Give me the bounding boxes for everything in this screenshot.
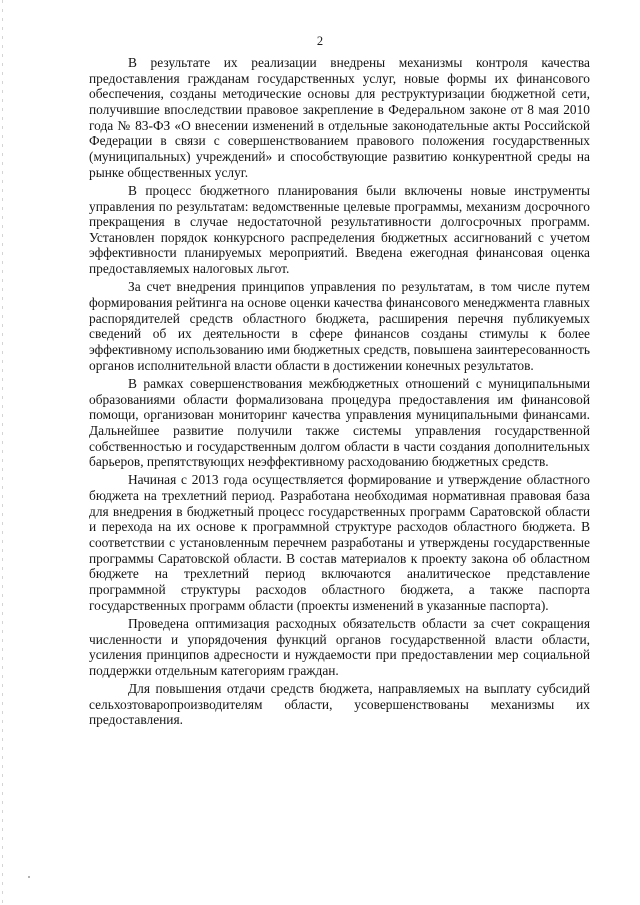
paragraph-quality-control: В результате их реализации внедрены механизмы контроля качества предоставления гражданам государственных услуг, новые формы их финансового обеспечения, созданы методические основы для реструктуризации бюджетной сети, получившие впоследствии правовое закрепление в Федеральном законе от 8 мая 2010 года № 83-ФЗ «О внесении изменений в отдельные законодательные акты Российской Федерации в связи с совершенствованием правового положения государственных (муниципальных) учреждений» и способствующие развитию конкурентной среды на рынке общественных услуг.: [89, 55, 590, 180]
paragraph-budget-planning: В процесс бюджетного планирования были включены новые инструменты управления по результатам: ведомственные целевые программы, механизм досрочного прекращения в случае недостаточной результативности долгосрочных программ. Установлен порядок конкурсного распределения бюджетных ассигнований с учетом эффективности планируемых мероприятий. Введена ежегодная финансовая оценка предоставляемых налоговых льгот.: [89, 182, 590, 277]
paragraph-three-year-budget: Начиная с 2013 года осуществляется формирование и утверждение областного бюджета на трехлетний период. Разработана необходимая нормативная правовая база для внедрения в бюджетный процесс государственных программ Саратовской области и перехода на их основе к программной структуре расходов областного бюджета. В соответствии с установленным перечнем разработаны и утверждены государственные программы Саратовской области. В состав материалов к проекту закона об областном бюджете на трехлетний период включаются аналитическое представление программной структуры расходов областного бюджета, а также паспорта государственных программ области (проекты изменений в указанные паспорта).: [89, 472, 590, 613]
page-number: 2: [316, 34, 324, 48]
paragraph-results-management: За счет внедрения принципов управления по результатам, в том числе путем формирования рейтинга на основе оценки качества финансового менеджмента главных распорядителей средств областного бюджета, расширения перечня публикуемых сведений об их деятельности в сфере финансов созданы стимулы к более эффективному использованию ими бюджетных средств, повышена заинтересованность органов исполнительной власти области в достижении конечных результатов.: [89, 279, 590, 373]
paragraph-interbudget-relations: В рамках совершенствования межбюджетных отношений с муниципальными образованиями области формализована процедура предоставления им финансовой помощи, организован мониторинг качества управления муниципальными финансами. Дальнейшее развитие получили также системы управления государственной собственностью и государственным долгом области в части создания дополнительных барьеров, препятствующих неэффективному расходованию бюджетных средств.: [89, 375, 590, 470]
document-body: [89, 55, 590, 731]
paragraph-subsidy-mechanisms: Для повышения отдачи средств бюджета, направляемых на выплату субсидий сельхозтоваропроизводителям области, усовершенствованы механизмы их предоставления.: [89, 681, 590, 728]
scan-speck: [28, 876, 30, 878]
scan-edge-mark: [2, 0, 3, 905]
paragraph-expense-optimization: Проведена оптимизация расходных обязательств области за счет сокращения численности и упорядочения функций органов государственной власти области, усиления принципов адресности и нуждаемости при предоставлении мер социальной поддержки отдельным категориям граждан.: [89, 615, 590, 678]
